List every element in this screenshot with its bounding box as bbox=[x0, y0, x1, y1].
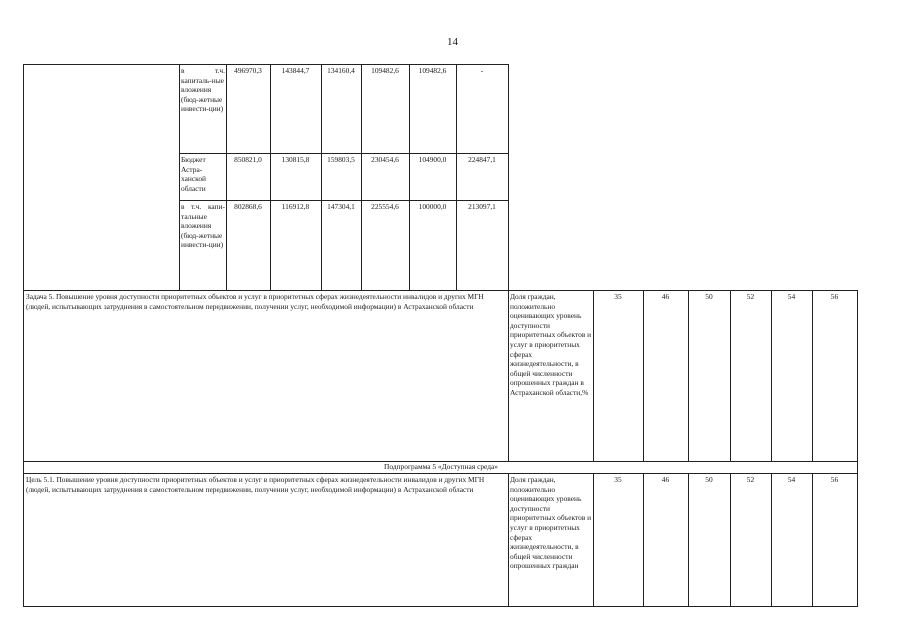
budget-value: 225554,6 bbox=[371, 202, 399, 211]
budget-value: 224847,1 bbox=[468, 155, 496, 164]
budget-value: 100000,0 bbox=[418, 202, 447, 211]
budget-value: 147304,1 bbox=[327, 202, 355, 211]
budget-value: 802868,6 bbox=[234, 202, 262, 211]
budget-value: 134160,4 bbox=[327, 66, 355, 75]
budget-value: 130815,8 bbox=[281, 155, 310, 164]
indicator-value: 52 bbox=[746, 292, 755, 301]
budget-value: 104900,0 bbox=[418, 155, 447, 164]
subprogram-header: Подпрограмма 5 «Доступная среда» bbox=[384, 462, 498, 471]
indicator-value: 56 bbox=[830, 292, 839, 301]
task-5-indicator: Доля граждан, положительно оценивающих уровень доступности приоритетных объектов и услуг в приоритетных сферах жизнедеятельности, в общей численности опрошенных граждан в Астраханской области,% bbox=[510, 292, 592, 397]
budget-row-label: в т.ч. капи-тальные вложения (бюд-жетные инвести-ции) bbox=[181, 202, 225, 250]
budget-value: 109482,6 bbox=[418, 66, 447, 75]
budget-value: 850821,0 bbox=[234, 155, 262, 164]
indicator-value: 50 bbox=[705, 292, 713, 301]
goal-5-1-indicator: Доля граждан, положительно оценивающих уровень доступности приоритетных объектов и услуг в приоритетных сферах жизнедеятельности, в общей численности опрошенных граждан bbox=[510, 475, 592, 571]
indicator-value: 56 bbox=[830, 475, 839, 484]
budget-value: 159803,5 bbox=[327, 155, 355, 164]
budget-value: 116912,8 bbox=[281, 202, 310, 211]
indicator-value: 50 bbox=[705, 475, 713, 484]
budget-value: 213097,1 bbox=[468, 202, 496, 211]
budget-value: 496970,3 bbox=[234, 66, 262, 75]
task-5-description: Задача 5. Повышение уровня доступности приоритетных объектов и услуг в приоритетных сферах жизнедеятельности инвалидов и других МГН (людей, испытывающих затруднения в самостоятельном передвижении, получении услуг, необходимой информации) в Астраханской области bbox=[26, 292, 484, 311]
goal-5-1-description: Цель 5.1. Повышение уровня доступности приоритетных объектов и услуг в приоритетных сферах жизнедеятельности инвалидов и других МГН (людей, испытывающих затруднения в самостоятельном передвижении, получении услуг, необходимой информации) в Астраханской области bbox=[26, 475, 485, 494]
budget-value: 143844,7 bbox=[281, 66, 310, 75]
indicator-value: 46 bbox=[661, 475, 670, 484]
indicator-value: 54 bbox=[787, 292, 796, 301]
indicator-value: 46 bbox=[661, 292, 670, 301]
page-number: 14 bbox=[447, 36, 458, 48]
budget-value: - bbox=[480, 66, 484, 75]
indicator-value: 35 bbox=[614, 475, 622, 484]
indicator-value: 54 bbox=[787, 475, 796, 484]
budget-value: 109482,6 bbox=[371, 66, 399, 75]
indicator-value: 35 bbox=[614, 292, 622, 301]
budget-value: 230454,6 bbox=[371, 155, 399, 164]
budget-row-label: в т.ч. капиталь-ные вложения (бюд-жетные инвести-ции) bbox=[181, 66, 225, 114]
indicator-value: 52 bbox=[746, 475, 755, 484]
budget-row-label: Бюджет Астра-ханской области bbox=[181, 155, 206, 193]
